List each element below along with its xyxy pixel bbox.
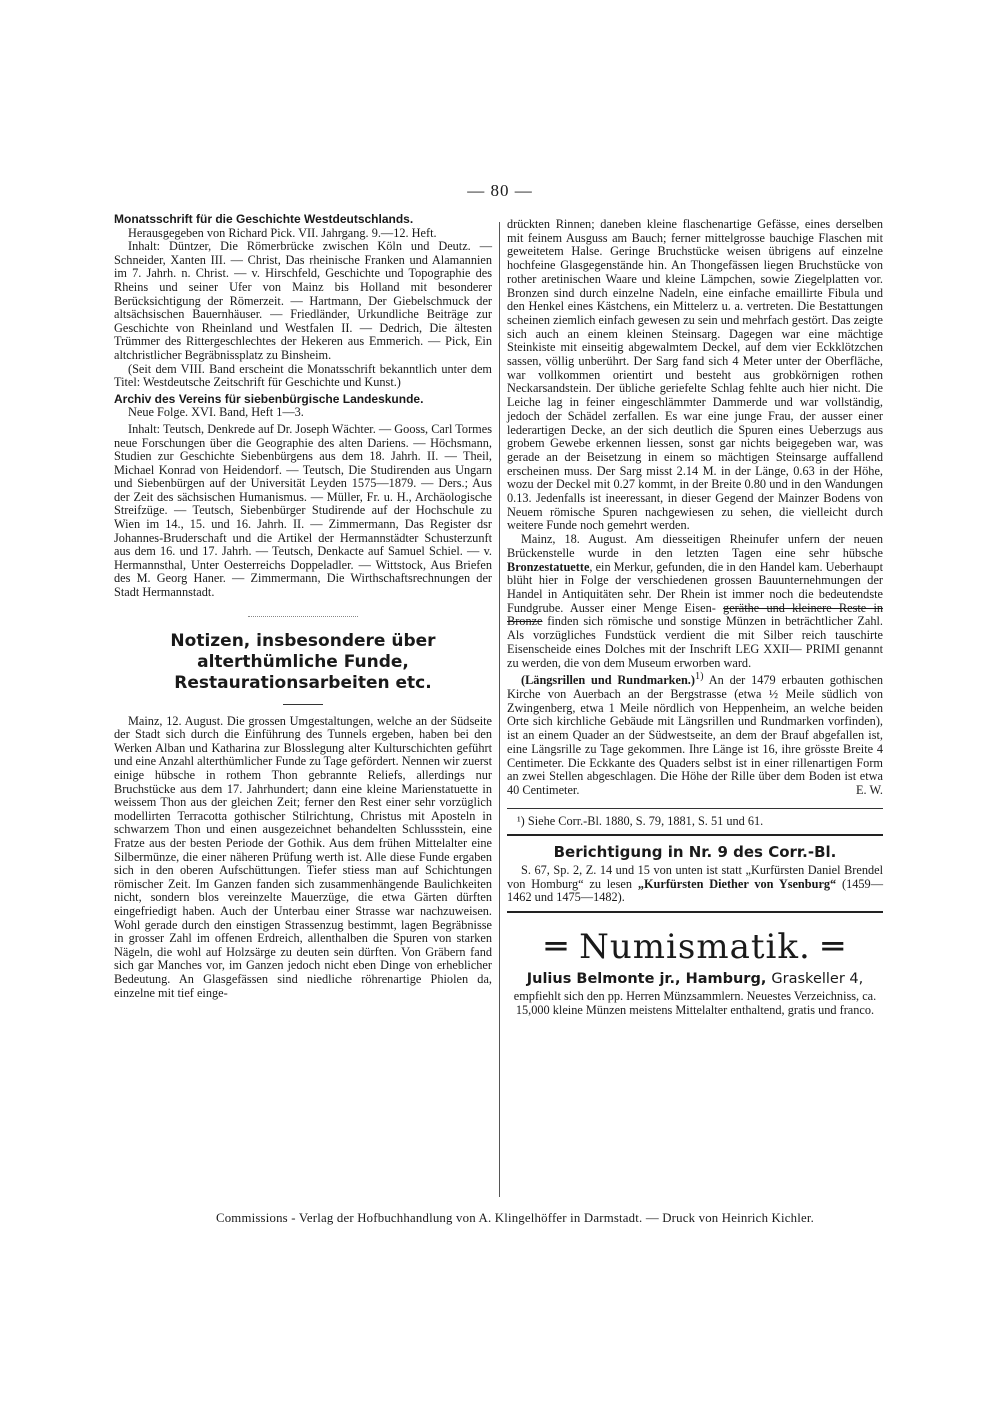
numismatik-firm-name: Julius Belmonte jr., Hamburg, bbox=[526, 971, 767, 988]
notice-mainz-18-august bbox=[507, 533, 883, 670]
correction-text-a: S. 67, Sp. 2, Z. 14 und 15 von unten ist statt „Kurfürsten Daniel Brendel von Homburg“ zu lesen bbox=[507, 863, 883, 891]
page-number: — 80 — bbox=[467, 181, 533, 200]
numismatik-heading: ═ Numismatik. ═ bbox=[545, 927, 845, 968]
notice-mainz-12-august-continued: drückten Rinnen; daneben kleine flaschenartige Gefässe, eines derselben mit feinem Ausguss am Bauch; ferner mittelgrosse bauchige Flaschen mit geweitetem Halse. Geringe Bruchstücke weisen übrigens auf einzelne hochfeine Glasgegenstände hin. An Thongefässen liegen Bruchstücke von rother aretinischen Waare und kleine Lämpchen, sowie Ziegelplatten vor. Bronzen sind durch einzelne Nadeln, eine einfache emaillirte Fibula und den Henkel eines Kästchens, ein Mittelerz u. a. vertreten. Die Bestattungen scheinen ziemlich einfach gewesen zu sein und mehrfach gestört. Das zeigte sich auch an einem kleinen Steinsarg. Dagegen war eine mächtige Steinkiste mit einseitig abgewalmtem Deckel, auf dem vier Eckklötzchen sassen, völlig unberührt. Der Sarg fand sich 4 Meter unter der Oberfläche, war vollkommen orientirt und besteht aus grobkörnigen rothen Neckarsandstein. Der übliche geriefelte Schlag fehlte auch hier nicht. Die Leiche lag in feiner eingeschlämmter Dammerde und war vollständig, jedoch der Schädel zerfallen. Es war eine junge Frau, der ausser einer lederartigen Decke, an der sich deutlich die Spuren eines Ueberzugs aus grobem Gewebe erkennen liessen, sonst gar nichts beigegeben war, was gerade an der Beisetzung in einem so mächtigen Steinsarge auffallend erscheinen muss. Der Sarg misst 2.14 M. in der Länge, 0.63 in der Höhe, wozu der Deckel mit 0.27 kommt, in der Breite 0.80 und in den Wandungen 0.13. Jedenfalls ist ineeressant, in dieser Gegend der Mainzer Bodens von Neuem römische Spuren nachgewiesen zu sehen, die vielleicht durch weitere Funde noch gemehrt werden. bbox=[507, 217, 883, 533]
correction-text bbox=[507, 864, 883, 905]
publisher-footer: Commissions - Verlag der Hofbuchhandlung von A. Klingelhöffer in Darmstadt. — Druck von Heinrich Kichler. bbox=[215, 1211, 815, 1225]
section-heading: Notizen, insbesondere über alterthümliche Funde, Restaurationsarbeiten etc. bbox=[170, 630, 436, 693]
section-divider bbox=[248, 616, 358, 617]
notice3-title: (Längsrillen und Rundmarken.) bbox=[521, 673, 695, 688]
entry2-title: Archiv des Vereins für siebenbürgische Landeskunde. bbox=[114, 391, 424, 406]
numismatik-text: empfiehlt sich den pp. Herren Münzsammlern. Neuestes Verzeichniss, ca. 15,000 kleine Münzen meistens Mittelalter enthaltend, gratis und franco. bbox=[513, 988, 877, 1017]
notice2-part-b: , ein Merkur, gefunden, die in den Handel kam. Ueberhaupt blüht hier in Folge der verschiedenen grossen Bauunternehmungen der Handel in Antiquitäten sehr. Der Rhein ist immer noch die bedeutendste Fundgrube. Ausser einer Menge Eisen- bbox=[507, 559, 883, 615]
notice-laengsrillen bbox=[507, 670, 883, 797]
entry2-subtitle: Neue Folge. XVI. Band, Heft 1—3. bbox=[128, 405, 304, 420]
left-column bbox=[114, 213, 492, 1000]
correction-rule bbox=[507, 834, 883, 836]
notice2-part-c: finden sich römische und sonstige Münzen in beträchtlicher Zahl. Als vorzügliches Fundstück verdient die mit Silber reich tauschirte Eisenscheide eines Dolches mit der Inschrift LEG XXII— PRIMI genannt zu werden, die von dem Museum erworben ward. bbox=[507, 614, 884, 670]
entry1-contents: Inhalt: Düntzer, Die Römerbrücke zwischen Köln und Deutz. — Schneider, Xanten III. — Christ, Das rheinische Franken und Alamannien im 7. Jahrh. n. Christ. — v. Hirschfeld, Geschichte und Topographie des Rheins und seiner Ufer von Mainz bis Holland mit besonderer Berücksichtigung der Römerzeit. — Hartmann, Der Giebelschmuck der altsächsischen Bauernhäuser. — Friedländer, Urkundliche Beiträge zur Geschichte von Rheinland und Westfalen II. — Dedrich, Die ältesten Trümmer des Rittergeschlechtes der Hekeren aus Emmerich. — Pick, Ein altchristlicher Begräbnissplatz zu Binsheim. bbox=[114, 239, 492, 362]
correction-heading: Berichtigung in Nr. 9 des Corr.-Bl. bbox=[553, 843, 837, 862]
notice3-text: An der 1479 erbauten gothischen Kirche von Auerbach an der Bergstrasse (etwa ½ Meile südlich von Zwingenberg, etwa 1 Meile nördlich von Heppenheim, an welche beiden Orte sich kirchliche Gebäude mit Längsrillen und Rundmarken vorfinden), ist an einem Quader an der Südwestseite, an dem der Brauf abgefallen ist, eine Längsrille zu Tage gekommen. Ihre Länge ist 16, ihre grösste Breite 4 Centimeter. Die Eckkante des Quaders selbst ist in einer rillenartigen Form an zwei Stellen abgeschlagen. Die Höhe der Rille über dem Boden ist etwa 40 Centimeter. bbox=[507, 673, 883, 797]
heading-rule bbox=[283, 704, 323, 705]
notice3-signature: E. W. bbox=[856, 782, 883, 797]
entry1-note: (Seit dem VIII. Band erscheint die Monatsschrift bekanntlich unter dem Titel: Westdeutsche Zeitschrift für Geschichte und Kunst.) bbox=[114, 361, 492, 390]
numismatik-rule bbox=[507, 911, 883, 913]
notice2-bold: Bronzestatuette bbox=[507, 559, 590, 574]
correction-bold: „Kurfürsten Diether von Ysenburg“ bbox=[637, 876, 837, 891]
column-divider bbox=[499, 222, 500, 1197]
correction-text-b: (1459—1462 und 1475—1482). bbox=[507, 876, 883, 905]
entry2-contents: Inhalt: Teutsch, Denkrede auf Dr. Joseph Wächter. — Gooss, Carl Tormes neue Forschungen über die Geographie des alten Dariens. — Höchsmann, Studien zur Geschichte Siebenbürgens aus dem 18. Jahrh. II. — Theil, Michael Konrad von Heidendorf. — Teutsch, Die Studirenden aus Ungarn und Siebenbürgen auf der Universität Leyden 1575—1879. — Ders.; Aus der Zeit des sächsischen Humanismus. — Müller, Fr. u. H., Archäologische Streifzüge. — Teutsch, Siebenbürger Studirende auf der Hochschule zu Wien im 14., 15. und 16. Jahrh. II. — Zimmermann, Das Register dsr Johannes-Bruderschaft und die Artikel der Hermannstädter Schusterzunft aus dem 16. und 17. Jahrh. — Teutsch, Denkacte auf Samuel Schiel. — v. Hermannsthal, Unter Oesterreichs Doppeladler. — Wittstock, Aus Briefen des M. Georg Haner. — Zimmermann, Die Wirthschaftsrechnungen der Stadt Hermannstadt. bbox=[114, 421, 492, 600]
right-column bbox=[507, 218, 883, 1017]
entry1-title: Monatsschrift für die Geschichte Westdeutschlands. bbox=[114, 212, 414, 226]
footnote-marker: 1) bbox=[694, 671, 704, 683]
notice-mainz-12-august: Mainz, 12. August. Die grossen Umgestaltungen, welche an der Südseite der Stadt sich durch die Einführung des Tunnels ergeben, haben bei den Werken Alban und Katharina zur Blosslegung alter Kulturschichten geführt und eine Anzahl alterthümlicher Funde zu Tage gefördert. Nennen wir zuerst einige hübsche in rothem Thon gebrannte Reliefs, allerdings nur Bruchstücke aus dem 17. Jahrhundert; dann eine kleine Marienstatuette in weissem Thon aus der gleichen Zeit; ferner den Rest einer sehr vorzüglich modellirten Terracotta gothischer Stilrichtung, Christus mit Aposteln in schwarzem Thon und einen ausgezeichnet behandelten Schlussstein, eine Fratze aus der besten Periode der Gothik. Aus dem frühen Mittelalter eine Silbermünze, die einer näheren Prüfung werth ist. Alle diese Funde ergaben sich in den oberen Aufschüttungen. Tiefer stiess man auf Schichtungen römischer Zeit. Im Ganzen fanden sich zusammenhängende Baulichkeiten nicht, sondern blos vereinzelte Mauerzüge, die etwa Gärten dürften eingefriedigt haben. Auch der Unterbau einer Strasse war nachzuweisen. Wohl gerade durch den einstigen Strassenzug bestimmt, lagen Begräbnisse in grosser Zahl im offenen Erdreich, allenthalben die Spuren von starken Nägeln, die wohl auf Holzsärge zu deuten sein dürften. Von Gräbern fand sich gar Manches vor, im Ganzen jedoch nicht eben Dinge von erheblicher Bedeutung. An Glasgefässen sind niedliche röhrenartige Phiolen da, einzelne mit tief einge- bbox=[114, 713, 492, 1000]
notice2-struck-text: geräthe und kleinere Reste in Bronze bbox=[507, 600, 884, 629]
entry1-subtitle: Herausgegeben von Richard Pick. VII. Jahrgang. 9.—12. Heft. bbox=[128, 225, 437, 240]
numismatik-address: Graskeller 4, bbox=[771, 971, 864, 988]
footnote: ¹) Siehe Corr.-Bl. 1880, S. 79, 1881, S. 51 und 61. bbox=[507, 808, 883, 829]
notice2-part-a: Mainz, 18. August. Am diesseitigen Rheinufer unfern der neuen Brückenstelle wurde in den letzten Tagen eine sehr hübsche bbox=[507, 532, 883, 560]
numismatik-firm bbox=[507, 973, 883, 987]
